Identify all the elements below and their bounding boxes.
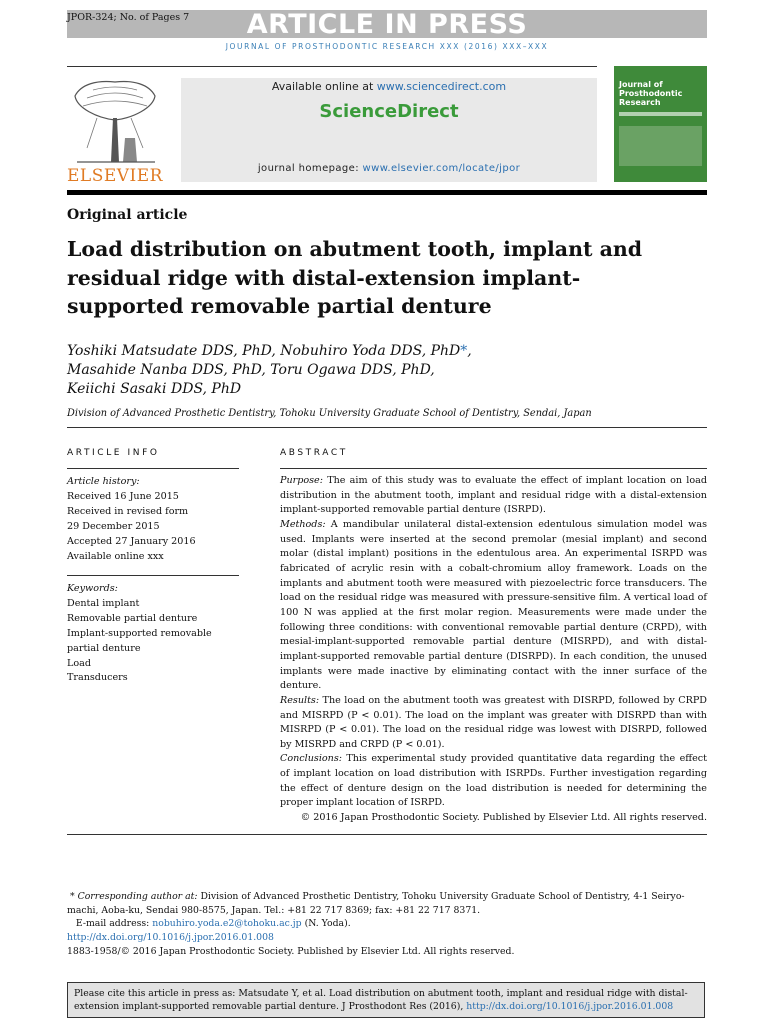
- citation-text: Please cite this article in press as: Matsudate Y, et al. Load distribution on abutment tooth, implant and residual ridge with distal-extension implant-supported removable partial denture. J Prosthodont Res (2016),: [74, 988, 688, 1012]
- journal-homepage: [181, 163, 597, 174]
- article-in-press-banner: [67, 10, 707, 38]
- elsevier-logo: [67, 78, 163, 186]
- email-link[interactable]: nobuhiro.yoda.e2@tohoku.ac.jp: [152, 918, 302, 930]
- email-line: [67, 917, 707, 931]
- divider: [67, 575, 239, 576]
- keywords: [67, 582, 239, 686]
- sciencedirect-link[interactable]: www.sciencedirect.com: [376, 80, 507, 93]
- abstract-results: [280, 694, 707, 753]
- sciencedirect-box: [181, 78, 597, 182]
- purpose-label: Purpose:: [280, 475, 323, 486]
- keyword-item: partial denture: [67, 642, 141, 654]
- authors-line-1: Yoshiki Matsudate DDS, PhD, Nobuhiro Yoda DDS, PhD: [67, 343, 461, 359]
- abstract-conclusions: [280, 752, 707, 811]
- corresponding-label: Corresponding author at:: [77, 891, 198, 902]
- purpose-text: The aim of this study was to evaluate the effect of implant location on load distribution in the abutment tooth, implant and residual ridge with a distal-extension implant-supported removable partial denture (ISRPD).: [280, 475, 707, 516]
- citation-doi-link[interactable]: http://dx.doi.org/10.1016/j.jpor.2016.01.008: [466, 1001, 674, 1012]
- divider: [280, 468, 707, 469]
- citation-box: [67, 982, 705, 1018]
- keyword-item: Load: [67, 657, 92, 669]
- history-item: Available online xxx: [67, 550, 164, 562]
- authors-line-1-end: ,: [467, 343, 472, 359]
- elsevier-wordmark: ELSEVIER: [67, 166, 163, 186]
- history-label: Article history:: [67, 476, 140, 487]
- results-label: Results:: [280, 694, 320, 706]
- email-suffix: (N. Yoda).: [301, 918, 351, 930]
- header-rule: [67, 190, 707, 195]
- available-prefix: Available online at: [271, 80, 377, 93]
- abstract-body: [280, 474, 707, 826]
- divider: [67, 834, 707, 835]
- history-item: Accepted 27 January 2016: [67, 535, 196, 547]
- article-type: Original article: [67, 207, 188, 223]
- author-list: [67, 342, 667, 399]
- authors-line-3: Keiichi Sasaki DDS, PhD: [67, 381, 242, 397]
- methods-text: A mandibular unilateral distal-extension edentulous simulation model was used. Implants were inserted at the second premolar (mesial implant) and second molar (distal implant) positions in the edentulous area. An experimental ISRPD was fabricated of acrylic resin with a cobalt-chromium alloy framework. Loads on the implants and abutment tooth were measured with piezoelectric force transducers. The load on the residual ridge was measured with pressure-sensitive film. A vertical load of 100 N was applied at the first molar region. Measurements were made under the following three conditions: with conventional removable partial denture (CRPD), with mesial-implant-supported removable partial denture (MISRPD), and with distal-implant-supported removable partial denture (DISRPD). In each condition, the unused implants were made inactive by eliminating contact with the inner surface of the denture.: [280, 518, 707, 692]
- journal-cover: [614, 66, 707, 182]
- keyword-item: Implant-supported removable: [67, 627, 212, 639]
- keyword-item: Dental implant: [67, 597, 140, 609]
- affiliation: Division of Advanced Prosthetic Dentistry, Tohoku University Graduate School of Dentistry, Sendai, Japan: [67, 408, 592, 419]
- homepage-link[interactable]: www.elsevier.com/locate/jpor: [362, 163, 521, 174]
- journal-line: JOURNAL OF PROSTHODONTIC RESEARCH XXX (2016) XXX–XXX: [225, 42, 549, 51]
- divider: [67, 468, 239, 469]
- results-text: The load on the abutment tooth was greatest with DISRPD, followed by CRPD and MISRPD (P < 0.01). The load on the implant was greater with DISRPD than with MISRPD (P < 0.01). The load on the residual ridge was lowest with DISRPD, followed by MISRPD and CRPD (P < 0.01).: [280, 694, 707, 750]
- divider: [67, 427, 707, 428]
- abstract-purpose: [280, 474, 707, 518]
- methods-label: Methods:: [280, 518, 326, 530]
- keywords-label: Keywords:: [67, 583, 118, 594]
- footnotes: [67, 890, 707, 959]
- corresponding-text: Division of Advanced Prosthetic Dentistry, Tohoku University Graduate School of Dentistry, 4-1 Seiryo-machi, Aoba-ku, Sendai 980-8575, Japan. Tel.: +81 22 717 8369; fax: +81 22 717 8371.: [67, 891, 685, 916]
- article-history: [67, 475, 239, 564]
- corresponding-star[interactable]: *: [460, 343, 468, 359]
- article-info-heading: ARTICLE INFO: [67, 448, 160, 458]
- cover-strip: [619, 112, 702, 116]
- issn-line: 1883-1958/© 2016 Japan Prosthodontic Society. Published by Elsevier Ltd. All rights reserved.: [67, 945, 515, 957]
- conclusions-text: This experimental study provided quantitative data regarding the effect of implant location on load distribution with ISRPDs. Further investigation regarding the effect of denture design on the load distribution is needed for determining the proper implant location of ISRPD.: [280, 753, 707, 809]
- sciencedirect-logo: ScienceDirect: [319, 101, 459, 122]
- history-item: 29 December 2015: [67, 520, 160, 532]
- history-item: Received in revised form: [67, 505, 189, 517]
- manuscript-ref: JPOR-324; No. of Pages 7: [67, 12, 190, 23]
- cover-title: Journal of Prosthodontic Research: [619, 80, 683, 107]
- article-title: Load distribution on abutment tooth, implant and residual ridge with distal-extension implant-supported removable partial denture: [67, 237, 643, 318]
- corresponding-author-note: [67, 890, 707, 917]
- abstract-heading: ABSTRACT: [280, 448, 348, 458]
- banner-title: ARTICLE IN PRESS: [246, 9, 528, 40]
- homepage-prefix: journal homepage:: [257, 163, 363, 174]
- abstract-copyright: © 2016 Japan Prosthodontic Society. Published by Elsevier Ltd. All rights reserved.: [300, 812, 707, 824]
- tree-icon: [67, 78, 162, 164]
- keyword-item: Removable partial denture: [67, 612, 198, 624]
- history-item: Received 16 June 2015: [67, 490, 179, 502]
- divider: [67, 66, 597, 67]
- email-prefix: E-mail address:: [75, 918, 153, 930]
- conclusions-label: Conclusions:: [280, 753, 343, 765]
- cover-image: [619, 126, 702, 166]
- doi-link[interactable]: http://dx.doi.org/10.1016/j.jpor.2016.01.008: [67, 932, 274, 944]
- keyword-item: Transducers: [67, 672, 128, 684]
- available-online: [181, 80, 597, 93]
- abstract-methods: [280, 518, 707, 694]
- authors-line-2: Masahide Nanba DDS, PhD, Toru Ogawa DDS, PhD,: [67, 362, 435, 378]
- footnote-star: *: [69, 891, 75, 902]
